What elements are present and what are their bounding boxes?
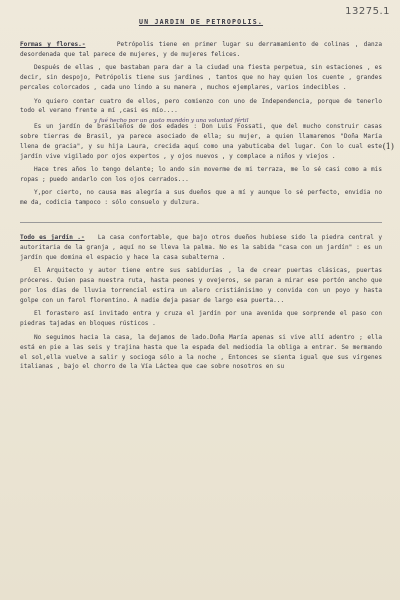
paragraph: Después de ellas , que bastaban para dar a la ciudad una fiesta perpetua, sin estaciones , es decir, sin despojo, Petrópolis tiene sus jardines , tantos que no hay quien los cuente , grandes percales colorcados , cada uno lindo a su manera , muchos ejemplares, varios indecibles . xyxy=(20,64,382,92)
section-heading: Formas y flores.- xyxy=(20,41,86,48)
section-heading: Todo es jardín .- xyxy=(20,234,85,242)
paragraph: El Arquitecto y autor tiene entre sus sabidurías , la de crear puertas clásicas, puertas próceres. Quien pasa nuestra ruta, hasta peones y ovejeros, se paran a mirar ese portón ancho que por los días de lluvia torrencial estira un alero cristiánisimo y convida con un poyo y hasta golpe con un farol florentino. A nadie deja pasar de largo esa puerta... xyxy=(20,267,382,305)
paragraph: Hace tres años lo tengo delante; lo ando sin moverme de mi terraza, me lo sé casi como a mis ropas ; puedo andarlo con los ojos cerrados... xyxy=(20,165,382,183)
paragraph: Es un jardín de brasileños de dos edades : Don Luis Fossati, que del mucho construir casas sobre tierras de Brasil, ya parece asociado de ella; su mujer, a quien llamaremos "Doña María llena de gracia", y su hija Laura, crecida aquí como una yabuticaba del lugar. Con lo cual este jardín vive vigilado por ojos expertos , y ojos nuevos , y complace a niños y viejos . xyxy=(20,122,382,160)
paragraph: Yo quiero contar cuatro de ellos, pero comienzo con uno de Independencia, porque de tenerlo todo el verano frente a mí ,casi es mío.... xyxy=(20,97,382,115)
paragraph: Y,por cierto, no causa mas alegría a sus dueños que a mí y aunque lo sé perfecto, envidia no me da, codicia tampoco : sólo consuelo y dulzura. xyxy=(20,189,382,207)
handwritten-insert: y fué hecho por un gusto mandón y una voluntad fértil xyxy=(94,117,249,124)
margin-note: (1) xyxy=(382,142,394,151)
paragraph: El forastero así invitado entra y cruza el jardín por una avenida que sorprende el paso con piedras tajadas en bloques rústicos . xyxy=(20,310,382,328)
paragraph xyxy=(20,233,382,263)
catalog-number: 13275.1 xyxy=(345,6,390,17)
section-divider xyxy=(20,222,382,223)
document-title: UN JARDIN DE PETROPOLIS. xyxy=(138,18,264,26)
paragraph: No seguimos hacia la casa, la dejamos de lado.Doña María apenas si vive allí adentro ; ella está en pie a las seis y trajina hasta que la espada del mediodía la obliga a entrar. Se mermando el sol,ella vuelve a salir y socioga sólo a la noche , Entonces se sienta igual que sus vírgenes italianas , bajo el chorro de la Vía Láctea que cae sobre nosotros en su xyxy=(20,333,382,371)
paragraph-text: Petrópolis tiene en primer lugar su derramamiento de colinas , danza desordenada que tal parece de mujeres, y de mujeres felices. xyxy=(20,41,382,58)
paragraph xyxy=(20,40,382,60)
paragraph-text: La casa confortable, que bajo otros dueños hubiese sido la piedra central y autoritaria de la granja , aquí no se lleva la palma. No es la sabida "casa con un jardín" : es un jardín que domina el espacio y hace la casa subalterna . xyxy=(20,234,382,261)
